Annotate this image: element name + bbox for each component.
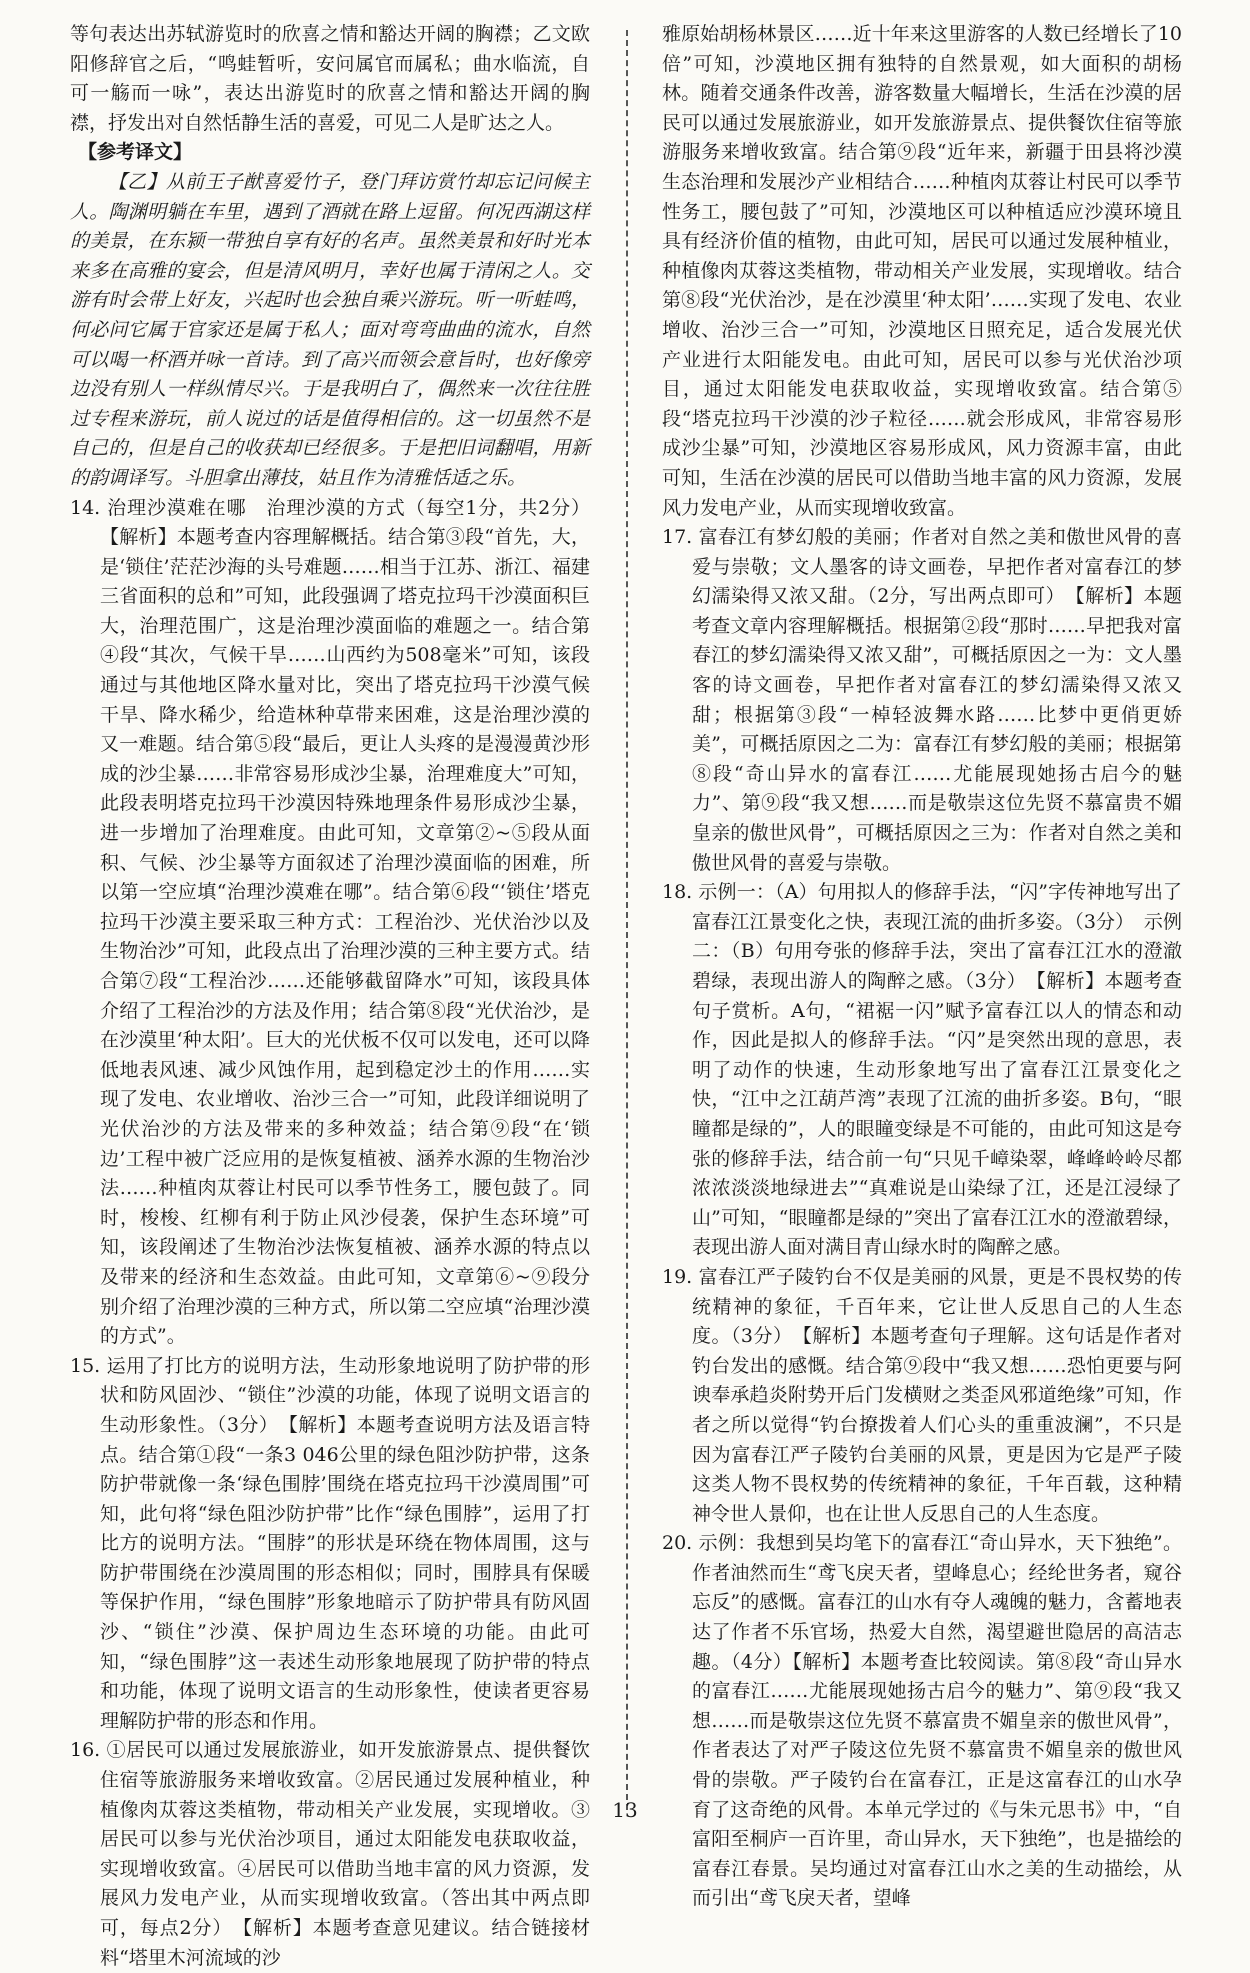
right-column [662,20,1182,1914]
answer-item-16: 16. ①居民可以通过发展旅游业，如开发旅游景点、提供餐饮住宿等旅游服务来增收致富。②居民通过发展种植业，种植像肉苁蓉这类植物，带动相关产业发展，实现增收。③居民可以参与光伏治沙项目，通过太阳能发电获取收益，实现增收致富。④居民可以借助当地丰富的风力资源，发展风力发电产业，从而实现增收致富。（答出其中两点即可，每点2分） 【解析】本题考查意见建议。结合链接材料“塔里木河流域的沙 [70,1739,590,1969]
answer-item-18: 18. 示例一：（A）句用拟人的修辞手法，“闪”字传神地写出了富春江江景变化之快，表现江流的曲折多姿。（3分） 示例二：（B）句用夸张的修辞手法，突出了富春江江水的澄澈碧绿，表现出游人的陶醉之感。（3分） 【解析】本题考查句子赏析。A句，“裙裾一闪”赋予富春江以人的情态和动作，因此是拟人的修辞手法。“闪”是突然出现的意思，表明了动作的快速，生动形象地写出了富春江江景变化之快，“江中之江葫芦湾”表现了江流的曲折多姿。B句，“眼瞳都是绿的”，人的眼瞳变绿是不可能的，由此可知这是夸张的修辞手法，结合前一句“只见千嶂染翠，峰峰岭岭尽都浓浓淡淡地绿进去”“真难说是山染绿了江，还是江浸绿了山”可知，“眼瞳都是绿的”突出了富春江江水的澄澈碧绿，表现出游人面对满目青山绿水时的陶醉之感。 [662,881,1182,1259]
answer-item-17: 17. 富春江有梦幻般的美丽；作者对自然之美和傲世风骨的喜爱与崇敬；文人墨客的诗文画卷，早把作者对富春江的梦幻濡染得又浓又甜。（2分，写出两点即可） 【解析】本题考查文章内容理解概括。根据第②段“那时……早把我对富春江的梦幻濡染得又浓又甜”，可概括原因之一为：文人墨客的诗文画卷，早把作者对富春江的梦幻濡染得又浓又甜；根据第③段“一棹轻波舞水路……比梦中更俏更娇美”，可概括原因之二为：富春江有梦幻般的美丽；根据第⑧段“奇山异水的富春江……尤能展现她扬古启今的魅力”、第⑨段“我又想……而是敬崇这位先贤不慕富贵不媚皇亲的傲世风骨”，可概括原因之三为：作者对自然之美和傲世风骨的喜爱与崇敬。 [662,526,1182,874]
answer-item-20: 20. 示例：我想到吴均笔下的富春江“奇山异水，天下独绝”。作者油然而生“鸢飞戾天者，望峰息心；经纶世务者，窥谷忘反”的感慨。富春江的山水有夺人魂魄的魅力，含蓄地表达了作者不乐官场，热爱大自然，渴望避世隐居的高洁志趣。（4分）【解析】本题考查比较阅读。第⑧段“奇山异水的富春江……尤能展现她扬古启今的魅力”、第⑨段“我又想……而是敬崇这位先贤不慕富贵不媚皇亲的傲世风骨”，作者表达了对严子陵这位先贤不慕富贵不媚皇亲的傲世风骨的崇敬。严子陵钓台在富春江，正是这富春江的山水孕育了这奇绝的风骨。本单元学过的《与朱元思书》中，“自富阳至桐庐一百许里，奇山异水，天下独绝”，也是描绘的富春江春景。吴均通过对富春江山水之美的生动描绘，从而引出“鸢飞戾天者，望峰 [662,1532,1182,1910]
answer-item-19: 19. 富春江严子陵钓台不仅是美丽的风景，更是不畏权势的传统精神的象征，千百年来，它让世人反思自己的人生态度。（3分） 【解析】本题考查句子理解。这句话是作者对钓台发出的感慨。结合第⑨段中“我又想……恐怕更要与阿谀奉承趋炎附势开后门发横财之类歪风邪道绝缘”可知，作者之所以觉得“钓台撩拨着人们心头的重重波澜”，不只是因为富春江严子陵钓台美丽的风景，更是因为它是严子陵这类人物不畏权势的传统精神的象征，千年百载，这种精神令世人景仰，也在让世人反思自己的人生态度。 [662,1265,1182,1525]
page-number: 13 [612,1798,638,1822]
column-divider [626,30,628,1810]
answer-item-16-continued: 雅原始胡杨林景区……近十年来这里游客的人数已经增长了10倍”可知，沙漠地区拥有独特的自然景观，如大面积的胡杨林。随着交通条件改善，游客数量大幅增长，生活在沙漠的居民可以通过发展旅游业，如开发旅游景点、提供餐饮住宿等旅游服务来增收致富。结合第⑨段“近年来，新疆于田县将沙漠生态治理和发展沙产业相结合……种植肉苁蓉让村民可以季节性务工，腰包鼓了”可知，沙漠地区可以种植适应沙漠环境且具有经济价值的植物，由此可知，居民可以通过发展种植业，种植像肉苁蓉这类植物，带动相关产业发展，实现增收。结合第⑧段“光伏治沙，是在沙漠里‘种太阳’……实现了发电、农业增收、治沙三合一”可知，沙漠地区日照充足，适合发展光伏产业进行太阳能发电。由此可知，居民可以参与光伏治沙项目，通过太阳能发电获取收益，实现增收致富。结合第⑤段“塔克拉玛干沙漠的沙子粒径……就会形成风，非常容易形成沙尘暴”可知，沙漠地区容易形成风，风力资源丰富，由此可知，生活在沙漠的居民可以借助当地丰富的风力资源，发展风力发电产业，从而实现增收致富。 [662,23,1182,519]
left-column [70,20,590,1973]
answer-item-14: 14. 治理沙漠难在哪 治理沙漠的方式（每空1分，共2分）【解析】本题考查内容理解概括。结合第③段“首先，大，是‘锁住’茫茫沙海的头号难题……相当于江苏、浙江、福建三省面积的总和”可知，此段强调了塔克拉玛干沙漠面积巨大，治理范围广，这是治理沙漠面临的难题之一。结合第④段“其次，气候干旱……山西约为508毫米”可知，该段通过与其他地区降水量对比，突出了塔克拉玛干沙漠气候干旱、降水稀少，给造林种草带来困难，这是治理沙漠的又一难题。结合第⑤段“最后，更让人头疼的是漫漫黄沙形成的沙尘暴……非常容易形成沙尘暴，治理难度大”可知，此段表明塔克拉玛干沙漠因特殊地理条件易形成沙尘暴，进一步增加了治理难度。由此可知，文章第②~⑤段从面积、气候、沙尘暴等方面叙述了治理沙漠面临的困难，所以第一空应填“治理沙漠难在哪”。结合第⑥段“‘锁住’塔克拉玛干沙漠主要采取三种方式：工程治沙、光伏治沙以及生物治沙”可知，此段点出了治理沙漠的三种主要方式。结合第⑦段“工程治沙……还能够截留降水”可知，该段具体介绍了工程治沙的方法及作用；结合第⑧段“光伏治沙，是在沙漠里‘种太阳’。巨大的光伏板不仅可以发电，还可以降低地表风速、减少风蚀作用，起到稳定沙土的作用……实现了发电、农业增收、治沙三合一”可知，此段详细说明了光伏治沙的方法及带来的多种效益；结合第⑨段“在‘锁边’工程中被广泛应用的是恢复植被、涵养水源的生物治沙法……种植肉苁蓉让村民可以季节性务工，腰包鼓了。同时，梭梭、红柳有利于防止风沙侵袭，保护生态环境”可知，该段阐述了生物治沙法恢复植被、涵养水源的特点以及带来的经济和生态效益。由此可知，文章第⑥~⑨段分别介绍了治理沙漠的三种方式，所以第二空应填“治理沙漠的方式”。 [70,496,590,1348]
intro-paragraph: 等句表达出苏轼游览时的欣喜之情和豁达开阔的胸襟；乙文欧阳修辞官之后，“鸣蛙暂听，安问属官而属私；曲水临流，自可一觞而一咏”，表达出游览时的欣喜之情和豁达开阔的胸襟，抒发出对自然恬静生活的喜爱，可见二人是旷达之人。 [70,23,590,134]
reference-translation: 【乙】从前王子猷喜爱竹子，登门拜访赏竹却忘记问候主人。陶渊明躺在车里，遇到了酒就在路上逗留。何况西湖这样的美景，在东颍一带独自享有好的名声。虽然美景和好时光本来多在高雅的宴会，但是清风明月，幸好也属于清闲之人。交游有时会带上好友，兴起时也会独自乘兴游玩。听一听蛙鸣，何必问它属于官家还是属于私人；面对弯弯曲曲的流水，自然可以喝一杯酒并咏一首诗。到了高兴而领会意旨时，也好像旁边没有别人一样纵情尽兴。于是我明白了，偶然来一次往往胜过专程来游玩，前人说过的话是值得相信的。这一切虽然不是自己的，但是自己的收获却已经很多。于是把旧词翻唱，用新的韵调译写。斗胆拿出薄技，姑且作为清雅恬适之乐。 [70,170,590,489]
reference-translation-heading: 【参考译文】 [78,141,193,164]
answer-item-15: 15. 运用了打比方的说明方法，生动形象地说明了防护带的形状和防风固沙、“锁住”沙漠的功能，体现了说明文语言的生动形象性。（3分） 【解析】本题考查说明方法及语言特点。结合第①段“一条3 046公里的绿色阻沙防护带，这条防护带就像一条‘绿色围脖’围绕在塔克拉玛干沙漠周围”可知，此句将“绿色阻沙防护带”比作“绿色围脖”，运用了打比方的说明方法。“围脖”的形状是环绕在物体周围，这与防护带围绕在沙漠周围的形态相似；同时，围脖具有保暖等保护作用，“绿色围脖”形象地暗示了防护带具有防风固沙、“锁住”沙漠、保护周边生态环境的功能。由此可知，“绿色围脖”这一表述生动形象地展现了防护带的特点和功能，体现了说明文语言的生动形象性，使读者更容易理解防护带的形态和作用。 [70,1354,590,1732]
